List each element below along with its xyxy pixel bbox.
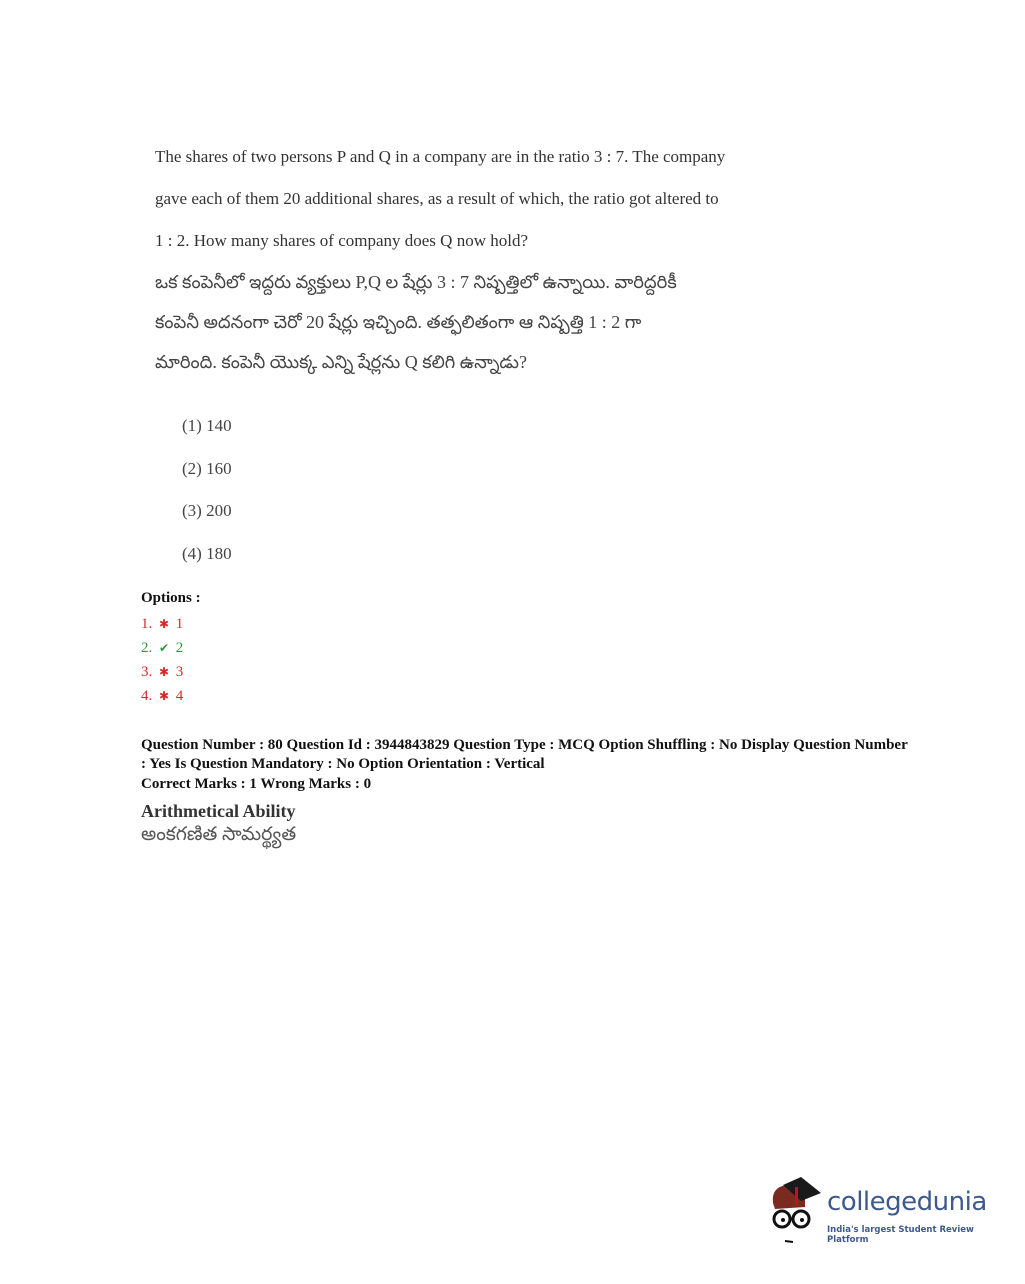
question-marks: Correct Marks : 1 Wrong Marks : 0	[141, 776, 372, 792]
options-header: Options :	[141, 590, 201, 606]
question-line: 1 : 2. How many shares of company does Q now hold?	[155, 231, 528, 250]
option-number: 4.	[141, 688, 153, 704]
option-value: 4	[175, 688, 184, 704]
logo-wordmark: collegedunia	[827, 1187, 987, 1217]
option-value: 1	[175, 616, 184, 632]
cross-icon: ✱	[158, 689, 170, 703]
question-line: కంపెనీ అదనంగా చెరో 20 షేర్లు ఇచ్చింది. తత్ఫలితంగా ఆ నిష్పత్తి 1 : 2 గా	[155, 312, 642, 332]
section-title-english: Arithmetical Ability	[141, 801, 296, 821]
collegedunia-logo	[765, 1175, 995, 1245]
question-line: ఒక కంపెనీలో ఇద్దరు వ్యక్తులు P,Q ల షేర్లు 3 : 7 నిష్పత్తిలో ఉన్నాయి. వారిద్దరికీ	[155, 272, 677, 292]
answer-choices	[182, 413, 232, 583]
check-icon: ✔	[158, 641, 170, 655]
choice: (1) 140	[182, 416, 232, 435]
option-item	[141, 684, 201, 708]
option-number: 1.	[141, 616, 153, 632]
question-meta: Question Number : 80 Question Id : 3944843829 Question Type : MCQ Option Shuffling : No Display Question Number : Yes Is Question Mandatory : No Option Orientation : Vertical	[141, 737, 908, 772]
options-list	[141, 590, 201, 708]
choice: (3) 200	[182, 501, 232, 520]
option-number: 2.	[141, 640, 153, 656]
question-telugu	[155, 262, 795, 382]
cross-icon: ✱	[158, 665, 170, 679]
choice: (4) 180	[182, 543, 232, 563]
mascot-icon	[765, 1175, 825, 1245]
option-value: 2	[175, 640, 184, 656]
choice: (2) 160	[182, 458, 232, 478]
option-item	[141, 636, 201, 660]
question-line: gave each of them 20 additional shares, as a result of which, the ratio got altered to	[155, 189, 719, 208]
question-english	[155, 136, 795, 262]
logo-tagline: India's largest Student Review Platform	[827, 1225, 974, 1245]
cross-icon: ✱	[158, 617, 170, 631]
question-line: The shares of two persons P and Q in a company are in the ratio 3 : 7. The company	[155, 147, 726, 166]
section-title-telugu: అంకగణిత సామర్థ్యత	[141, 824, 297, 845]
option-number: 3.	[141, 664, 153, 680]
option-item	[141, 660, 201, 684]
question-line: మారింది. కంపెనీ యొక్క ఎన్ని షేర్లను Q కలిగి ఉన్నాడు?	[155, 352, 527, 372]
option-item	[141, 612, 201, 636]
option-value: 3	[175, 664, 184, 680]
